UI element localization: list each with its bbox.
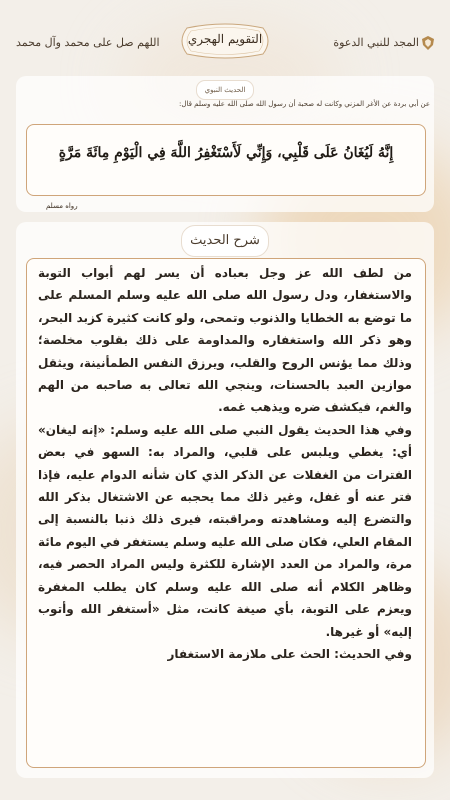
hadith-text: إِنَّهُ لَيُغَانُ عَلَى قَلْبِي، وَإِنِّي لَأَسْتَغْفِرُ اللَّهَ فِي الْيَوْمِ مِائَةَ مَرَّةٍ <box>58 145 394 161</box>
header <box>10 18 440 70</box>
hadith-narrator: عن أبي بردة عن الأغر المزني وكانت له صحبة أن رسول الله صلى الله عليه وسلم قال: <box>179 100 430 108</box>
hadith-frame <box>26 124 426 196</box>
hadith-tag: الحديث النبوي <box>196 80 254 100</box>
page-title-badge <box>177 22 273 60</box>
explanation-paragraph: من لطف الله عز وجل بعباده أن يسر لهم أبواب التوبة والاستغفار، ودل رسول الله صلى الله عليه وسلم المسلم على ما توضع به الخطايا والذنوب وتمحى، ولو كانت كثيرة كزبد البحر، وهو ذكر الله واستغفاره والمداومة على ذلك بقلوب مخلصة؛ وذلك مما يؤنس الروح والقلب، ويرزق النفس الطمأنينة، ويثقل موازين العبد بالحسنات، وينجي الله تعالى به صاحبه من الهم والغم، فيكشف ضره ويذهب غمه. <box>38 266 412 415</box>
explanation-title: شرح الحديث <box>181 225 269 257</box>
page-title: التقويم الهجري <box>187 32 263 46</box>
explanation-paragraph: وفي الحديث: الحث على ملازمة الاستغفار <box>167 646 412 661</box>
header-logo-text <box>333 36 434 50</box>
crest-icon <box>422 36 434 50</box>
header-blessing: اللهم صل على محمد وآل محمد <box>16 36 160 49</box>
header-brand-label: المجد للنبي الدعوة <box>333 36 419 49</box>
explanation-paragraph: وفي هذا الحديث يقول النبي صلى الله عليه وسلم: «إنه ليغان» أي: يغطي ويلبس على قلبي، والمراد به: السهو في بعض الفترات من الغفلات عن الذكر الذي كان شأنه الدوام عليه، فإذا فتر عنه أو غفل، وغير ذلك مما يحجبه عن الاشتغال بذكر الله والتضرع إليه ومشاهدته ومراقبته، فيرى ذلك ذنبا بالنسبة إلى المقام العلي، فكان صلى الله عليه وسلم يستغفر في اليوم مائة مرة، والمراد من العدد الإشارة للكثرة وليس المراد الحصر فيه، وظاهر الكلام أنه صلى الله عليه وسلم كان يطلب المغفرة ويعزم على التوبة، بأي صيغة كانت، مثل «أستغفر الله وأتوب إليه» أو غيرها. <box>38 422 412 639</box>
hadith-source: رواه مسلم <box>46 202 78 210</box>
explanation-body <box>38 262 412 665</box>
